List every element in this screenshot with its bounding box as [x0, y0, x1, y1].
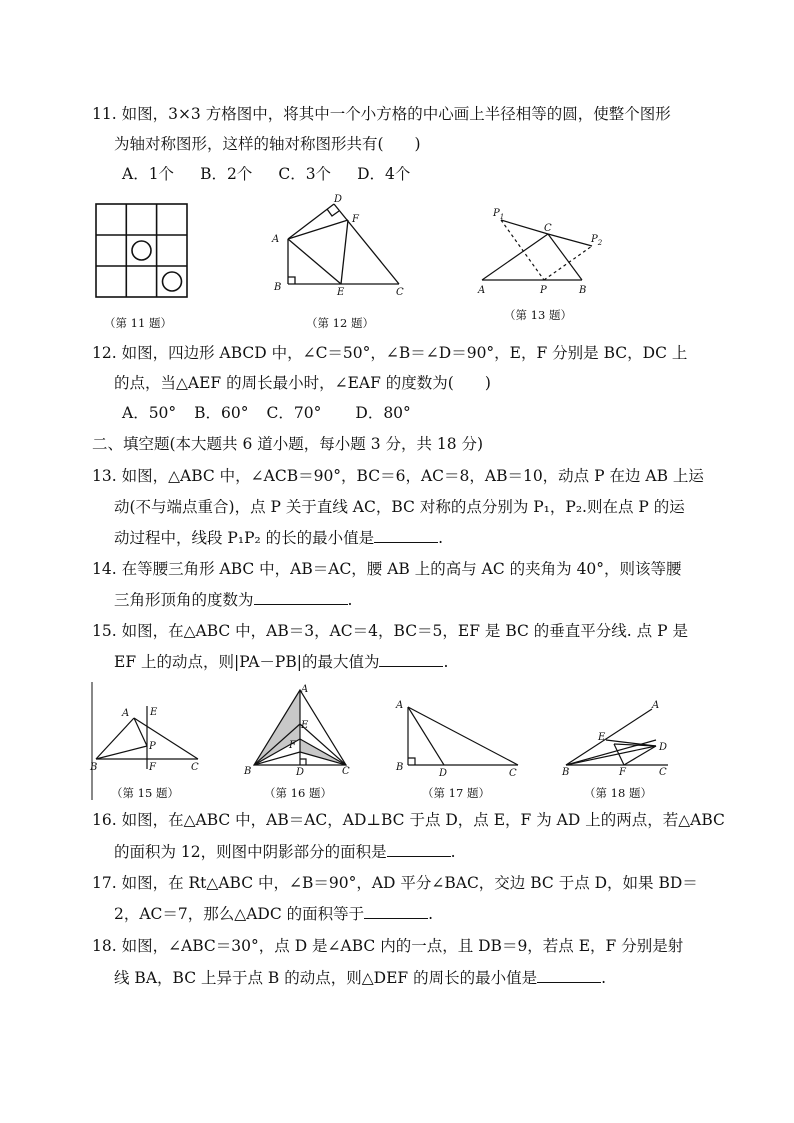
q15-answer-blank[interactable] [379, 652, 443, 667]
q12-line1: 12. 如图，四边形 ABCD 中，∠C＝50°，∠B＝∠D＝90°，E，F 分别是 BC，DC 上 [92, 344, 688, 362]
q16-line2 [114, 842, 456, 862]
label-A: A [478, 285, 486, 296]
q12-option-b: B．60° [194, 404, 249, 422]
label-C: C [659, 767, 667, 778]
q15-end: . [443, 653, 449, 671]
label-D: D [334, 194, 343, 205]
q14-line1: 14. 在等腰三角形 ABC 中，AB＝AC，腰 AB 上的高与 AC 的夹角为 40°，则该等腰 [92, 560, 682, 578]
label-A: A [652, 700, 660, 711]
label-P2: $P_2$ [591, 234, 603, 247]
label-A: A [122, 708, 130, 719]
label-B: B [90, 762, 98, 773]
label-A: A [396, 700, 404, 711]
label-C: C [544, 223, 552, 234]
q13-line1: 13. 如图，△ABC 中，∠ACB＝90°，BC＝6，AC＝8，AB＝10，动点 P 在边 AB 上运 [92, 467, 704, 485]
label-D: D [439, 768, 448, 779]
q16-line1: 16. 如图，在△ABC 中，AB＝AC，AD⊥BC 于点 D，点 E，F 为 AD 上的两点，若△ABC [92, 811, 725, 829]
q17-end: . [428, 905, 434, 923]
q18-end: . [601, 969, 607, 987]
q17-line2-text: 2，AC＝7，那么△ADC 的面积等于 [114, 905, 365, 923]
label-C: C [509, 768, 517, 779]
label-E: E [150, 707, 158, 718]
q11-options [122, 164, 436, 184]
label-E: E [598, 732, 606, 743]
label-A: A [272, 234, 280, 245]
label-C: C [396, 287, 404, 298]
label-P: P [149, 741, 156, 752]
label-B: B [396, 762, 404, 773]
label-P1: $P_1$ [493, 208, 505, 221]
label-C: C [342, 766, 350, 777]
q12-option-a: A．50° [122, 404, 177, 422]
label-E: E [301, 720, 309, 731]
q12-line2: 的点，当△AEF 的周长最小时，∠EAF 的度数为( ) [114, 374, 491, 392]
q18-answer-blank[interactable] [537, 968, 601, 983]
caption-fig16: （第 16 题） [264, 786, 332, 800]
q11-line1: 11. 如图，3×3 方格图中，将其中一个小方格的中心画上半径相等的圆，使整个图形 [92, 105, 671, 123]
circle-center-icon [132, 241, 151, 260]
caption-fig18: （第 18 题） [584, 786, 652, 800]
label-F: F [289, 740, 296, 751]
figure-15 [90, 682, 208, 800]
figure-13 [474, 202, 614, 298]
q15-line1: 15. 如图，在△ABC 中，AB＝3，AC＝4，BC＝5，EF 是 BC 的垂直平分线. 点 P 是 [92, 622, 688, 640]
figure-17 [392, 694, 526, 778]
q15-line2-text: EF 上的动点，则|PA－PB|的最大值为 [114, 653, 380, 671]
q13-end: . [438, 529, 444, 547]
q16-end: . [450, 843, 456, 861]
caption-fig11: （第 11 题） [104, 316, 172, 330]
caption-fig15: （第 15 题） [111, 786, 179, 800]
q18-line2 [114, 968, 606, 988]
label-B: B [579, 285, 587, 296]
label-D: D [659, 742, 668, 753]
q18-line2-text: 线 BA，BC 上异于点 B 的动点，则△DEF 的周长的最小值是 [114, 969, 538, 987]
q17-answer-blank[interactable] [364, 904, 428, 919]
label-P: P [540, 285, 547, 296]
section-2-heading: 二、填空题(本大题共 6 道小题，每小题 3 分，共 18 分) [92, 435, 484, 453]
q14-end: . [347, 591, 353, 609]
q13-line3-text: 动过程中，线段 P₁P₂ 的长的最小值是 [114, 529, 375, 547]
q11-option-d: D．4个 [357, 165, 411, 183]
q17-line2 [114, 904, 433, 924]
q14-line2 [114, 590, 352, 610]
label-D: D [296, 767, 305, 778]
caption-fig13: （第 13 题） [504, 308, 572, 322]
q18-line1: 18. 如图，∠ABC＝30°，点 D 是∠ABC 内的一点，且 DB＝9，若点 E，F 分别是射 [92, 937, 684, 955]
q11-line2: 为轴对称图形，这样的轴对称图形共有( ) [114, 135, 421, 153]
figure-18 [558, 694, 682, 778]
q14-line2-text: 三角形顶角的度数为 [114, 591, 254, 609]
caption-fig17: （第 17 题） [422, 786, 490, 800]
label-B: B [274, 282, 282, 293]
q11-option-a: A．1个 [122, 165, 175, 183]
q11-option-c: C．3个 [278, 165, 332, 183]
q13-line3 [114, 528, 443, 548]
label-F: F [149, 762, 156, 773]
q11-option-b: B．2个 [200, 165, 253, 183]
q12-options [122, 403, 437, 423]
q13-answer-blank[interactable] [374, 528, 438, 543]
q16-line2-text: 的面积为 12，则图中阴影部分的面积是 [114, 843, 387, 861]
q12-option-c: C．70° [266, 404, 322, 422]
figure-12 [268, 192, 414, 298]
label-E: E [337, 287, 345, 298]
q13-line2: 动(不与端点重合)，点 P 关于直线 AC，BC 对称的点分别为 P₁，P₂.则在点 P 的运 [114, 498, 685, 516]
q12-option-d: D．80° [355, 404, 411, 422]
caption-fig12: （第 12 题） [306, 316, 374, 330]
q16-answer-blank[interactable] [387, 842, 451, 857]
q17-line1: 17. 如图，在 Rt△ABC 中，∠B＝90°，AD 平分∠BAC，交边 BC 于点 D，如果 BD＝ [92, 874, 698, 892]
label-B: B [562, 767, 570, 778]
label-F: F [619, 767, 626, 778]
q15-line2 [114, 652, 448, 672]
figure-11-grid [94, 202, 190, 300]
q14-answer-blank[interactable] [254, 590, 348, 605]
label-B: B [244, 766, 252, 777]
label-A: A [301, 684, 309, 695]
label-C: C [191, 762, 199, 773]
label-F: F [352, 214, 359, 225]
figure-16 [240, 682, 358, 784]
circle-corner-icon [163, 272, 182, 291]
